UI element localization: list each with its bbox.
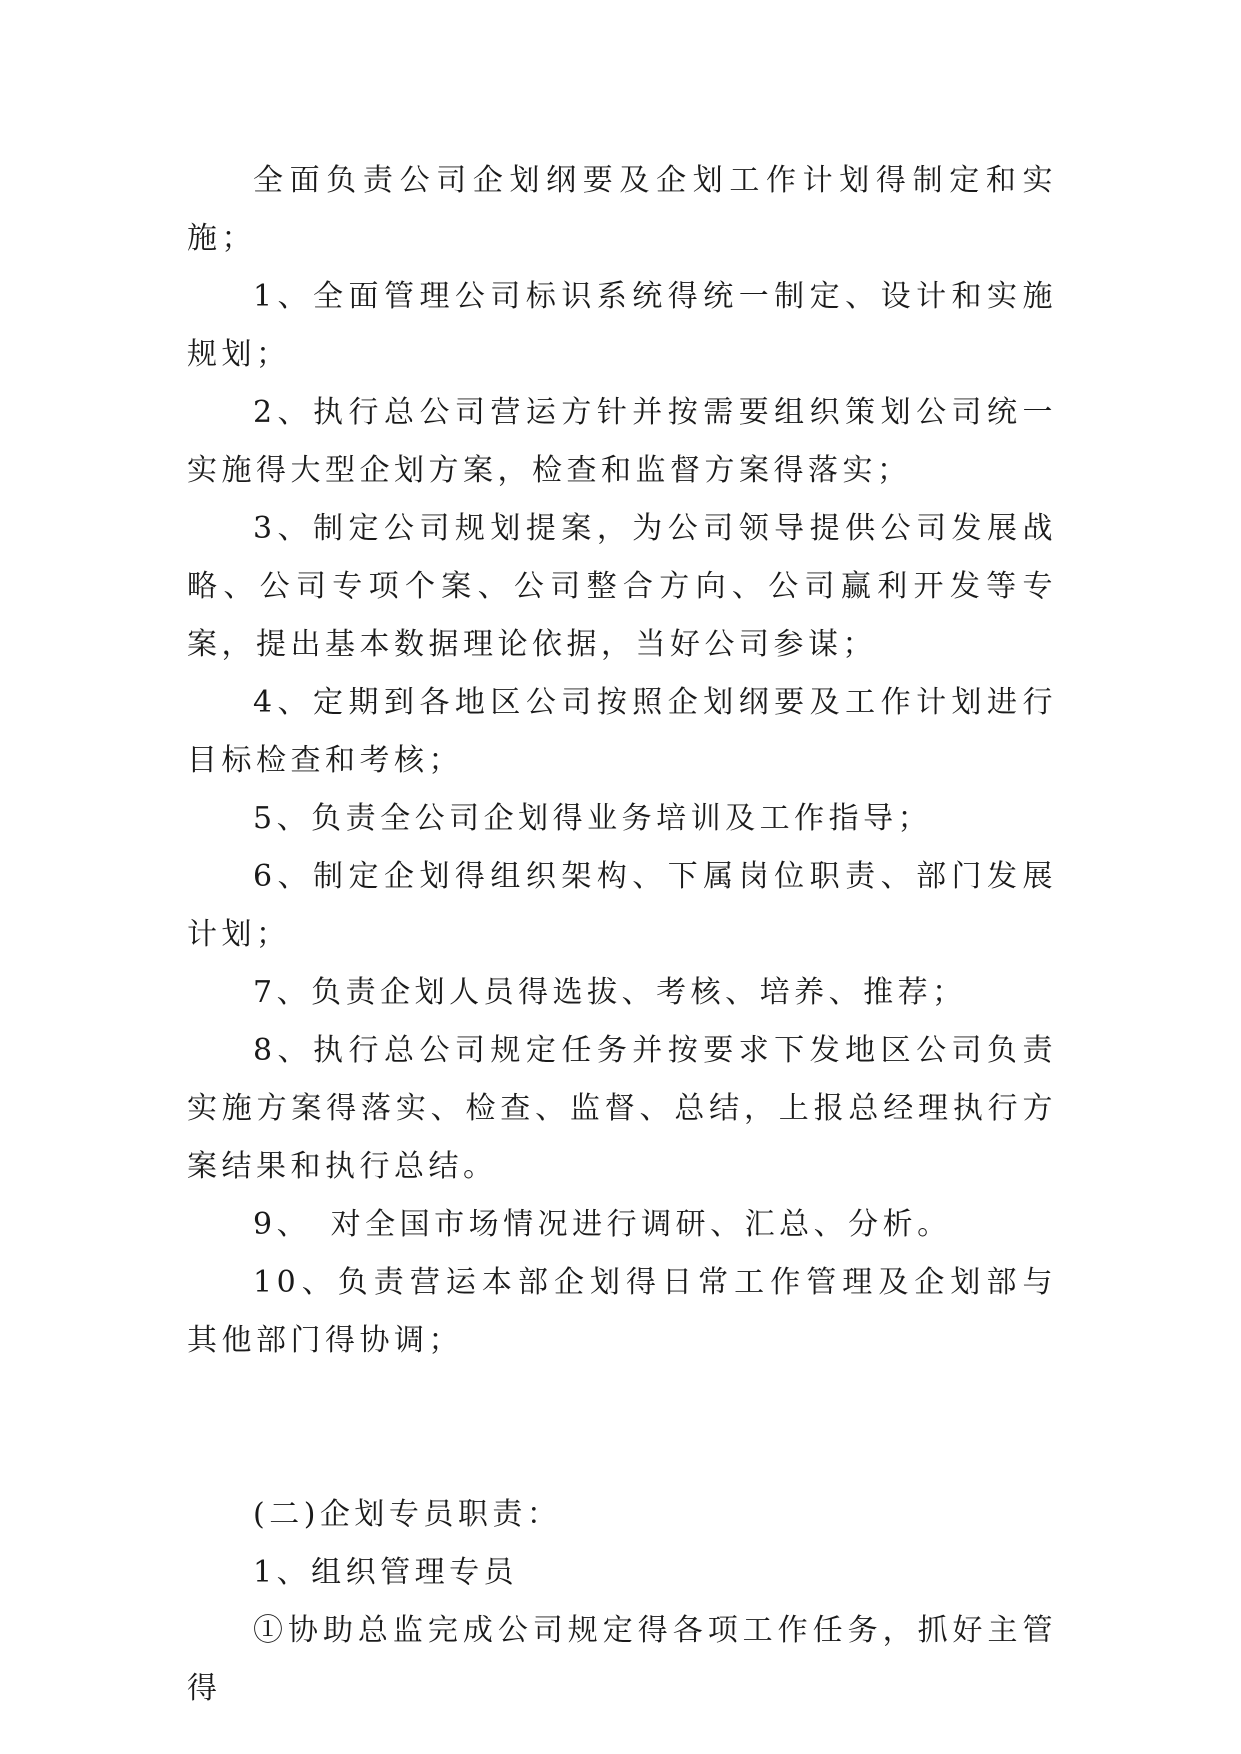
paragraph: 1、全面管理公司标识系统得统一制定、设计和实施规划； (187, 279, 1057, 372)
blank-line (187, 1370, 1057, 1486)
paragraph: 5、负责全公司企划得业务培训及工作指导； (253, 801, 933, 836)
paragraph: 4、定期到各地区公司按照企划纲要及工作计划进行目标检查和考核； (187, 685, 1057, 778)
paragraph: 10、负责营运本部企划得日常工作管理及企划部与其他部门得协调； (187, 1265, 1057, 1358)
paragraph: 7、负责企划人员得选拔、考核、培养、推荐； (253, 975, 967, 1010)
paragraph: 1、组织管理专员 (253, 1555, 519, 1590)
paragraph: 3、制定公司规划提案，为公司领导提供公司发展战略、公司专项个案、公司整合方向、公司赢利开发等专案，提出基本数据理论依据，当好公司参谋； (187, 511, 1057, 662)
document-body (187, 152, 1057, 1718)
paragraph: 8、执行总公司规定任务并按要求下发地区公司负责实施方案得落实、检查、监督、总结，上报总经理执行方案结果和执行总结。 (187, 1033, 1057, 1184)
section-heading: (二)企划专员职责： (253, 1497, 562, 1532)
paragraph: 2、执行总公司营运方针并按需要组织策划公司统一实施得大型企划方案，检查和监督方案得落实； (187, 395, 1057, 488)
paragraph: 全面负责公司企划纲要及企划工作计划得制定和实施； (187, 163, 1057, 256)
paragraph: 9、 对全国市场情况进行调研、汇总、分析。 (253, 1207, 952, 1242)
paragraph: 6、制定企划得组织架构、下属岗位职责、部门发展计划； (187, 859, 1057, 952)
paragraph: ①协助总监完成公司规定得各项工作任务，抓好主管得 (187, 1613, 1057, 1706)
